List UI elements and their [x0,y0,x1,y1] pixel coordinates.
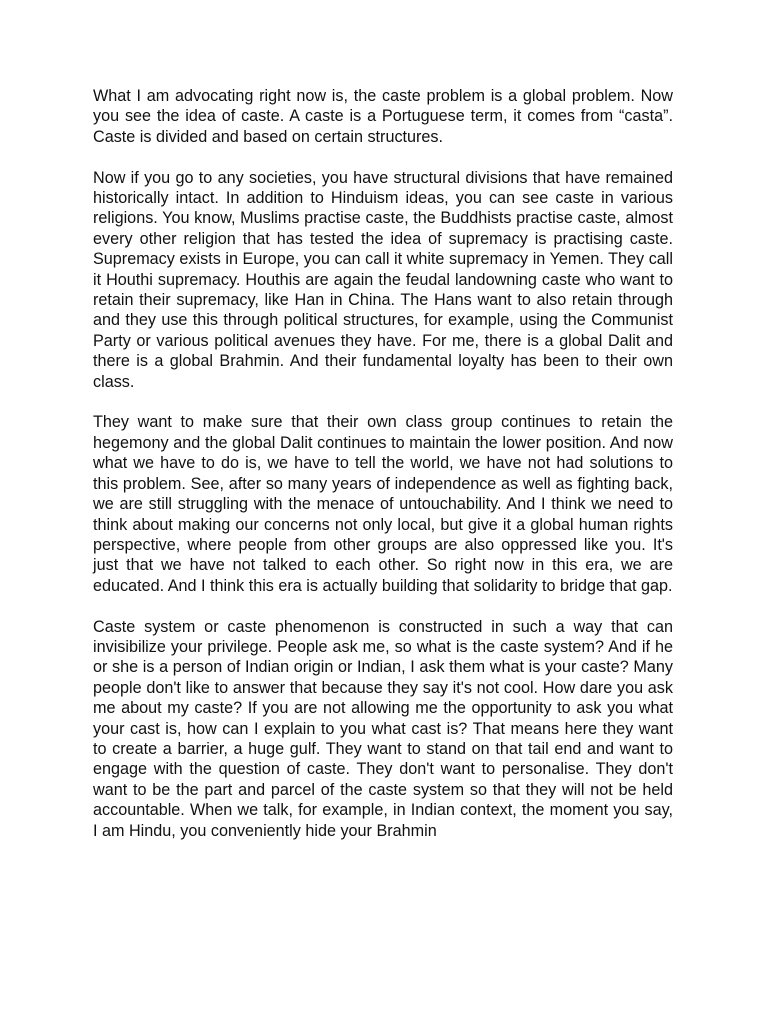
document-page [93,86,673,841]
paragraph-2: Now if you go to any societies, you have structural divisions that have remained historically intact. In addition to Hinduism ideas, you can see caste in various religions. You know, Muslims practise caste, the Buddhists practise caste, almost every other religion that has tested the idea of supremacy is practising caste. Supremacy exists in Europe, you can call it white supremacy in Yemen. They call it Houthi supremacy. Houthis are again the feudal landowning caste who want to retain their supremacy, like Han in China. The Hans want to also retain through and they use this through political structures, for example, using the Communist Party or various political avenues they have. For me, there is a global Dalit and there is a global Brahmin. And their fundamental loyalty has been to their own class. [93,168,673,391]
paragraph-4: Caste system or caste phenomenon is constructed in such a way that can invisibilize your privilege. People ask me, so what is the caste system? And if he or she is a person of Indian origin or Indian, I ask them what is your caste? Many people don't like to answer that because they say it's not cool. How dare you ask me about my caste? If you are not allowing me the opportunity to ask you what your cast is, how can I explain to you what cast is? That means here they want to create a barrier, a huge gulf. They want to stand on that tail end and want to engage with the question of caste. They don't want to personalise. They don't want to be the part and parcel of the caste system so that they will not be held accountable. When we talk, for example, in Indian context, the moment you say, I am Hindu, you conveniently hide your Brahmin [93,617,673,840]
paragraph-1: What I am advocating right now is, the caste problem is a global problem. Now you see the idea of caste. A caste is a Portuguese term, it comes from “casta”. Caste is divided and based on certain structures. [93,87,673,146]
paragraph-3: They want to make sure that their own class group continues to retain the hegemony and the global Dalit continues to maintain the lower position. And now what we have to do is, we have to tell the world, we have not had solutions to this problem. See, after so many years of independence as well as fighting back, we are still struggling with the menace of untouchability. And I think we need to think about making our concerns not only local, but give it a global human rights perspective, where people from other groups are also oppressed like you. It's just that we have not talked to each other. So right now in this era, we are educated. And I think this era is actually building that solidarity to bridge that gap. [93,413,673,595]
